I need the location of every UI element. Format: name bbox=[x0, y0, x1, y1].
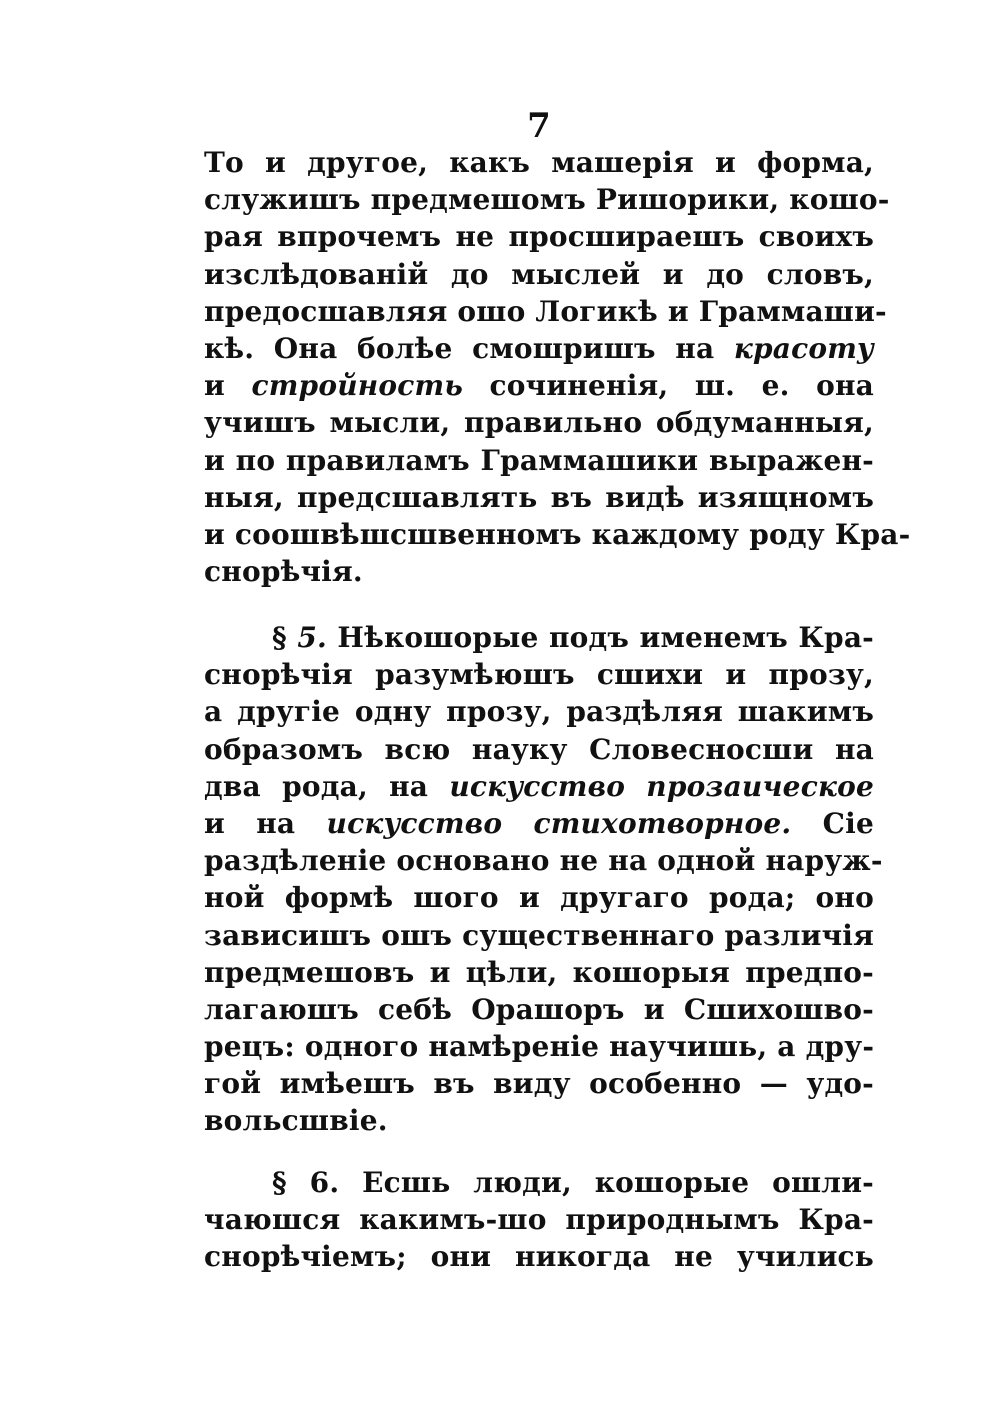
text-run: и bbox=[204, 369, 252, 403]
emphasis-stroynost: стройность bbox=[251, 369, 463, 403]
text-line: снорѣчіемъ; они никогда не учились bbox=[204, 1240, 874, 1274]
text-line: и соошвѣшсшвенномъ каждому роду Кра- bbox=[204, 517, 911, 551]
section-number: 5. bbox=[297, 621, 327, 654]
text-line: снорѣчія. bbox=[204, 555, 363, 589]
text-line: чаюшся какимъ-шо природнымъ Кра- bbox=[204, 1203, 874, 1237]
text-line: То и другое, какъ машерія и форма, bbox=[204, 146, 874, 179]
emphasis-verse-art: искусство стихотворное. bbox=[326, 806, 792, 840]
text-line: снорѣчія разумѣюшъ сшихи и прозу, bbox=[204, 658, 874, 692]
emphasis-krasotu: красоту bbox=[733, 331, 874, 365]
section-heading-line: § 6. Есшь люди, кошорые ошли- bbox=[272, 1166, 874, 1199]
text-run: и на bbox=[204, 806, 327, 840]
text-line: предмешовъ и цѣли, кошорыя предпо- bbox=[204, 955, 874, 989]
text-run: сочиненія, ш. е. она bbox=[463, 369, 874, 403]
text-line: а другіе одну прозу, раздѣляя шакимъ bbox=[204, 695, 874, 729]
section-heading-line bbox=[204, 619, 874, 656]
text-line bbox=[204, 330, 874, 367]
text-run: Сіе bbox=[791, 806, 874, 840]
text-line bbox=[204, 768, 874, 805]
text-line: зависишъ ошъ существеннаго различія bbox=[204, 918, 874, 952]
text-line: гой имѣешъ въ виду особенно — удо- bbox=[204, 1067, 874, 1101]
text-run: кѣ. Она болѣе смошришъ на bbox=[204, 331, 734, 365]
text-line: рецъ: одного намѣреніе научишь, а дру- bbox=[204, 1030, 875, 1064]
text-run: Нѣкошорые подъ именемъ Кра- bbox=[326, 621, 874, 654]
text-line: предосшавляя ошо Логикѣ и Граммаши- bbox=[204, 294, 887, 328]
text-line: ной формѣ шого и другаго рода; оно bbox=[204, 881, 874, 915]
text-line: образомъ всю науку Словесносши на bbox=[204, 732, 874, 766]
text-line: ныя, предсшавлять въ видѣ изящномъ bbox=[204, 480, 874, 514]
page-number: 7 bbox=[527, 106, 551, 146]
text-line: вольсшвіе. bbox=[204, 1104, 388, 1138]
text-line: лагаюшъ себѣ Орашоръ и Сшихошво- bbox=[204, 992, 874, 1026]
text-run: два рода, на bbox=[204, 769, 450, 803]
text-line: и по правиламъ Граммашики выражен- bbox=[204, 443, 874, 477]
section-sign: § bbox=[272, 621, 298, 654]
text-line: рая впрочемъ не просшираешъ своихъ bbox=[204, 220, 874, 254]
text-line: раздѣленіе основано не на одной наруж- bbox=[204, 844, 883, 878]
text-line: изслѣдованій до мыслей и до словъ, bbox=[204, 257, 874, 291]
emphasis-prose-art: искусство прозаическое bbox=[449, 769, 874, 803]
text-line: служишъ предмешомъ Ришорики, кошо- bbox=[204, 183, 890, 217]
text-line bbox=[204, 367, 874, 404]
text-line bbox=[204, 805, 874, 842]
paragraph-section-6 bbox=[204, 1164, 874, 1276]
paragraph-section-5 bbox=[204, 619, 883, 1140]
paragraph-form-and-matter bbox=[204, 144, 911, 590]
text-line: учишъ мысли, правильно обдуманныя, bbox=[204, 406, 874, 440]
